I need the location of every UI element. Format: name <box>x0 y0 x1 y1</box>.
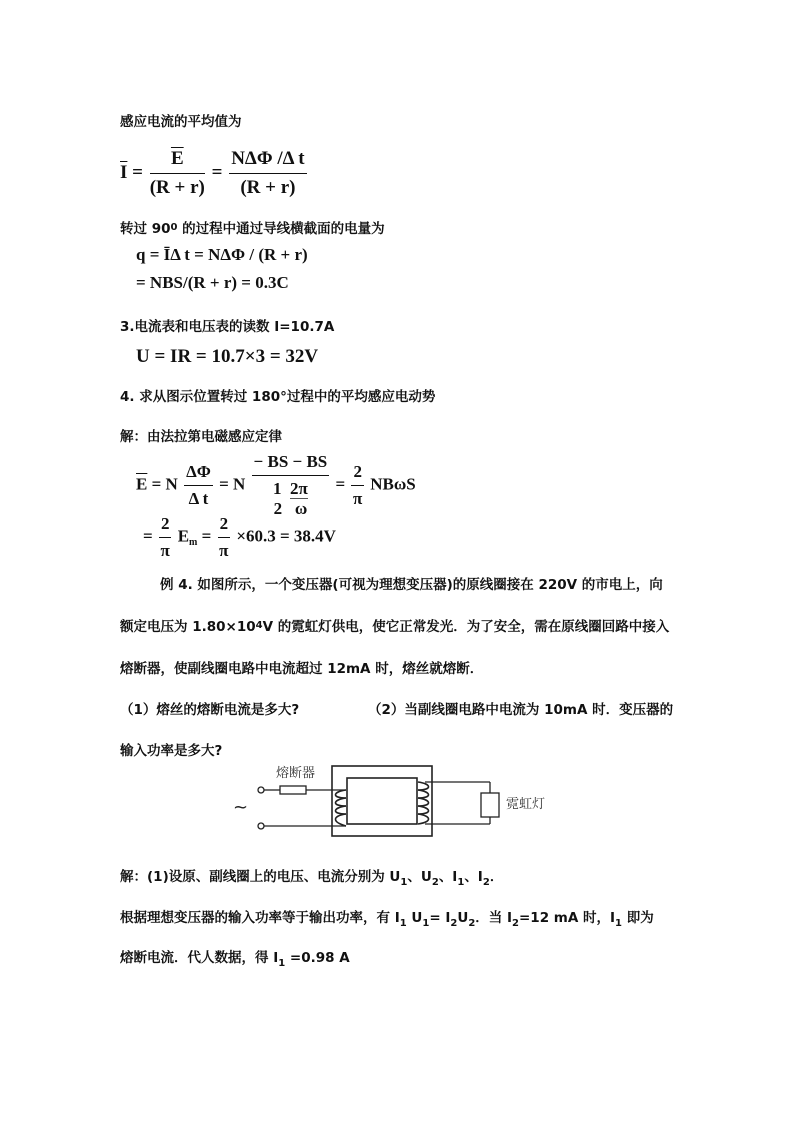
eq1-num1: $\overline{E}$ <box>170 148 184 169</box>
eq1-den2: (R + r) <box>240 177 296 198</box>
sub-s2-i2: 2 <box>450 918 458 929</box>
eq5-m: m <box>189 537 198 549</box>
equation-voltage: U = IR = 10.7×3 = 32V <box>136 346 319 367</box>
sub-u2: 2 <box>431 877 439 888</box>
eq5-fraction-2 <box>218 514 231 561</box>
transformer-circuit-diagram <box>228 760 568 840</box>
text-l2: 转过 90 <box>120 221 171 237</box>
eq4-fraction-1 <box>184 462 213 509</box>
eq5-den1: π <box>160 541 170 560</box>
text-solution-line1: 解：(1)设原、副线圈上的电压、电流分别为 $U_1$、$U_2$、$I_1$、$I_2$． <box>120 869 504 888</box>
eq4-den2c: 2π <box>289 479 308 498</box>
equation-charge-line2: = NBS/(R + r) = 0.3C <box>136 273 289 292</box>
sub-s2-u1: 1 <box>422 918 430 929</box>
terminal-bottom <box>258 823 264 829</box>
eq5-E: E <box>177 526 190 546</box>
sub-s3-i1: 1 <box>278 958 286 969</box>
sub-s2-i1b: 1 <box>615 918 623 929</box>
eq5-den2: π <box>219 541 229 560</box>
sup-exponent: 4 <box>255 620 263 631</box>
text-solution-line3 <box>120 946 350 969</box>
eq1-den1: (R + r) <box>149 177 205 198</box>
text-line-question-4: 4. 求从图示位置转过 180°过程中的平均感应电动势 <box>120 389 436 405</box>
eq1-lhs: $\overline{I}$ <box>120 161 128 183</box>
text-s3: 熔断电流．代人数据，得 I <box>120 950 279 966</box>
eq4-den1: Δ t <box>188 489 209 508</box>
ac-source-symbol: ~ <box>233 797 249 818</box>
eq4-den2a: 1 <box>272 479 282 498</box>
sub-u1: 1 <box>400 877 408 888</box>
sub-i1: 1 <box>457 877 465 888</box>
sub-s2-i1: 1 <box>399 918 407 929</box>
neon-lamp-label: 霓虹灯 <box>506 797 546 812</box>
eq5-num1: 2 <box>159 514 172 538</box>
text-s2: 根据理想变压器的输入功率等于输出功率，有 I <box>120 910 400 926</box>
text-example-4-line1: 例 4. 如图所示，一个变压器(可视为理想变压器)的原线圈接在 220V 的市电上，向 <box>160 577 663 593</box>
sub-s2-u2: 2 <box>468 918 476 929</box>
text-s1: 解：(1)设原、副线圈上的电压、电流分别为 U <box>120 869 401 885</box>
eq5-tail: ×60.3 = 38.4V <box>236 526 336 546</box>
eq4-tail: NBωS <box>370 474 416 494</box>
neon-lamp-symbol <box>481 793 499 817</box>
text-ex2b: V 的霓虹灯供电，使它正常发光．为了安全，需在原线圈回路中接入 <box>262 619 670 635</box>
secondary-coil <box>418 782 429 824</box>
equation-charge-line1: q = ĪΔ t = NΔΦ / (R + r) <box>136 245 308 264</box>
eq4-fraction-3 <box>351 462 364 509</box>
eq4-den2b: 2 <box>273 499 283 518</box>
eq5-num2: 2 <box>218 514 231 538</box>
text-line-charge <box>120 217 385 237</box>
text-question-1: （1）熔丝的熔断电流是多大? <box>120 702 300 718</box>
fuse-label: 熔断器 <box>276 766 316 781</box>
eq4-num3: 2 <box>351 462 364 486</box>
eq4-n: = N <box>219 474 246 494</box>
text-question-2: （2）当副线圈电路中电流为 10mA 时．变压器的 <box>368 702 674 718</box>
eq4-den2d: ω <box>294 499 308 518</box>
text-line-average-current: 感应电流的平均值为 <box>120 114 242 130</box>
eq1-fraction-1 <box>150 148 205 199</box>
eq1-fraction-2 <box>229 148 306 199</box>
eq5-fraction-1 <box>159 514 172 561</box>
text-example-4-line3: 熔断器，使副线圈电路中电流超过 12mA 时，熔丝就熔断． <box>120 661 484 677</box>
terminal-top <box>258 787 264 793</box>
equation-average-current: $\overline{I}$ = $\frac{\overline{E}}{(R + r)}$ = $\frac{\text{NΔΦ /Δ t}}{(R + r)}$ <box>120 148 305 198</box>
text-l2b: 的过程中通过导线横截面的电量为 <box>177 221 385 237</box>
eq4-lhs: $\overline{E}$ <box>136 474 148 494</box>
text-question-2-cont: 输入功率是多大? <box>120 743 223 759</box>
eq4-den3: π <box>353 489 363 508</box>
text-line-meter-readings: 3.电流表和电压表的读数 I=10.7A <box>120 319 335 335</box>
fuse-symbol <box>280 786 306 794</box>
eq4-fraction-2 <box>252 452 330 519</box>
equation-emf-value: = $\frac{2}{\pi}$ $E_m$ = $\frac{2}{\pi}$ ×60.3 = 38.4V <box>143 514 336 560</box>
equation-average-emf: $\overline{E} = N$ $\frac{\Delta\Phi}{\text{Δ t}}$ = N − BS − BS 1 2π 2 ω = $\frac{2}{\pi}$ NBωS <box>136 452 416 518</box>
eq4-num1: ΔΦ <box>184 462 213 486</box>
eq4-num2: − BS − BS <box>252 452 330 476</box>
sup-degree: 0 <box>170 222 178 233</box>
primary-coil <box>336 790 347 826</box>
sub-s2-i2b: 2 <box>512 918 519 929</box>
text-example-4-line2 <box>120 615 669 635</box>
text-solution-line2: 根据理想变压器的输入功率等于输出功率，有 $I_1$ $U_1= I_2U_2$．当 $I_2=12$ mA 时，$I_1$ 即为 <box>120 910 654 929</box>
text-line-faraday: 解：由法拉第电磁感应定律 <box>120 429 282 445</box>
text-ex2a: 额定电压为 1.80×10 <box>120 619 256 635</box>
eq1-num2: NΔΦ /Δ t <box>229 148 306 174</box>
sub-i2: 2 <box>482 877 490 888</box>
text-s3b: =0.98 A <box>285 950 350 966</box>
